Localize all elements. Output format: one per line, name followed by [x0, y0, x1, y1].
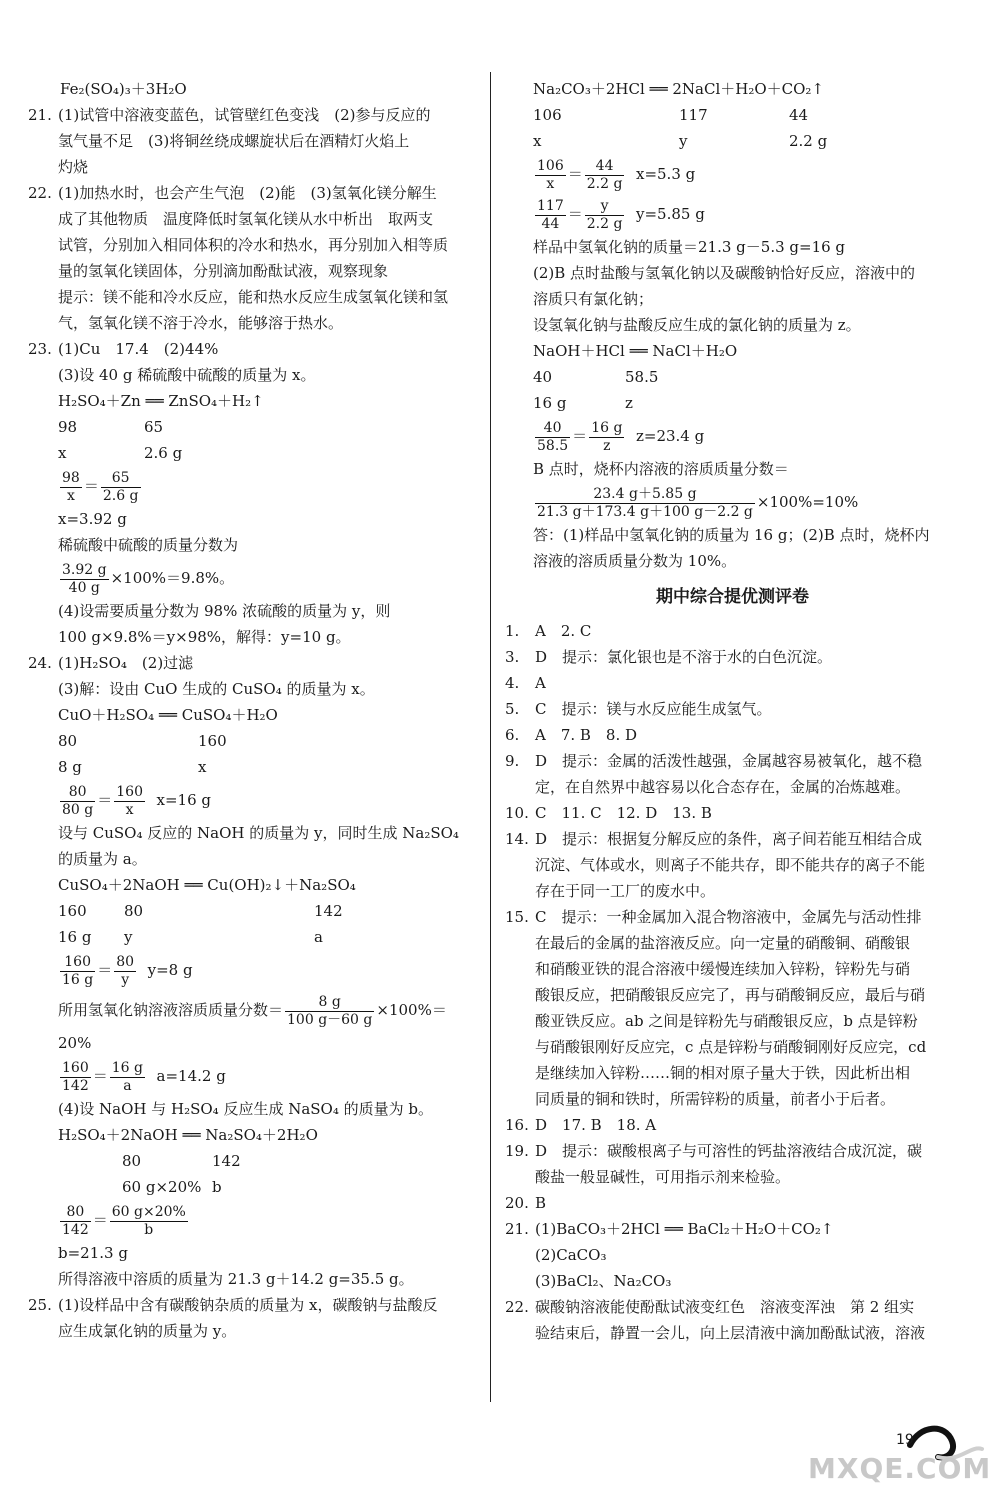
text-line: (1)Cu 17.4 (2)44% — [58, 340, 219, 358]
question-24 — [28, 650, 480, 1292]
text-line: (2)CaCO₃ — [535, 1246, 607, 1264]
fraction — [535, 198, 566, 233]
result: x=5.3 g — [635, 165, 696, 183]
equation: (1)BaCO₃＋2HCl ══ BaCl₂＋H₂O＋CO₂↑ — [535, 1220, 834, 1238]
text-line: (1)H₂SO₄ (2)过滤 — [58, 654, 194, 672]
fraction — [110, 1204, 188, 1239]
text-line: 存在于同一工厂的废水中。 — [535, 882, 716, 900]
question-22 — [28, 180, 480, 336]
answer-line: 答：(1)样品中氢氧化钠的质量为 16 g；(2)B 点时，烧杯内 — [533, 526, 930, 544]
numerator: 160 — [116, 783, 143, 800]
denominator: 16 g — [62, 971, 94, 988]
denominator: 142 — [62, 1077, 89, 1094]
question-number: 22. — [28, 184, 52, 202]
question-number: 10. — [505, 804, 529, 822]
equation: Na₂CO₃＋2HCl ══ 2NaCl＋H₂O＋CO₂↑ — [533, 80, 824, 98]
answer-19 — [505, 1138, 960, 1190]
answer-9 — [505, 748, 960, 800]
text-line: 量的氢氧化镁固体，分别滴加酚酞试液，观察现象 — [58, 262, 389, 280]
denominator: 2.6 g — [102, 487, 139, 504]
answer-20 — [505, 1190, 960, 1216]
text-line: 沉淀、气体或水，则离子不能共存，即不能共存的离子不能 — [535, 856, 926, 874]
numerator: 44 — [585, 158, 625, 176]
cell: 142 — [212, 1152, 241, 1170]
denominator: a — [123, 1077, 132, 1094]
text-line: 验结束后，静置一会儿，向上层清液中滴加酚酞试液，溶液 — [535, 1324, 926, 1342]
equation-row — [533, 390, 960, 416]
cell: b — [212, 1178, 222, 1196]
denominator: x — [66, 487, 75, 504]
text-line: 氢气量不足 (3)将铜丝绕成螺旋状后在酒精灯火焰上 — [58, 132, 410, 150]
denominator: 21.3 g＋173.4 g＋100 g－2.2 g — [537, 503, 753, 520]
text-line: (3)解：设由 CuO 生成的 CuSO₄ 的质量为 x。 — [58, 680, 375, 698]
result: x=3.92 g — [58, 510, 127, 528]
denominator: b — [144, 1221, 154, 1238]
column-divider — [490, 72, 491, 1402]
numerator: 16 g — [591, 419, 623, 436]
cell: 160 — [198, 732, 227, 750]
section-title: 期中综合提优测评卷 — [656, 587, 809, 607]
text-line: 在最后的金属的盐溶液反应。向一定量的硝酸铜、硝酸银 — [535, 934, 911, 952]
text-line: 所得溶液中溶质的质量为 21.3 g＋14.2 g=35.5 g。 — [58, 1270, 414, 1288]
text-line: 的质量为 a。 — [58, 850, 147, 868]
numerator: 98 — [62, 469, 80, 486]
denominator: 44 — [541, 215, 560, 232]
fraction — [60, 1060, 91, 1095]
text: 所用氢氧化钠溶液溶质质量分数＝ — [58, 1001, 284, 1019]
text-line: A 7. B 8. D — [535, 726, 638, 744]
text-line: 与硝酸银刚好反应完，c 点是锌粉与硝酸铜刚好反应完，cd — [535, 1038, 927, 1056]
text-line: (1)加热水时，也会产生气泡 (2)能 (3)氢氧化镁分解生 — [58, 184, 437, 202]
fraction-line: $\frac{98}{x}$ ＝ $\frac{65}{2.6 g}$ — [62, 469, 139, 504]
fraction-line: $\frac{40}{58.5}$ ＝ $\frac{16 g}{z}$ z=23.4 g — [537, 419, 705, 454]
text-line: 酸银反应，把硝酸银反应完了，再与硝酸铜反应，最后与硝 — [535, 986, 926, 1004]
cell: 16 g — [533, 394, 567, 412]
equation-row — [533, 128, 960, 154]
cell: 106 — [533, 106, 562, 124]
text-line: D 提示：氯化银也是不溶于水的白色沉淀。 — [535, 648, 833, 666]
denominator: x — [125, 801, 134, 818]
text-line: D 提示：碳酸根离子与可溶性的钙盐溶液结合成沉淀，碳 — [535, 1142, 923, 1160]
right-column — [505, 76, 960, 1346]
result: y=5.85 g — [635, 205, 705, 223]
fraction — [285, 994, 374, 1029]
cell: 80 — [124, 902, 144, 920]
equation-row — [533, 102, 960, 128]
cell: y — [679, 132, 688, 150]
text-line: 酸亚铁反应。ab 之间是锌粉先与硝酸银反应，b 点是锌粉 — [535, 1012, 918, 1030]
fraction-line: $\frac{160}{16 g}$ ＝ $\frac{80}{y}$ y=8 g — [62, 953, 193, 988]
hint-line: 提示：镁不能和冷水反应，能和热水反应生成氢氧化镁和氢 — [58, 288, 449, 306]
text-line: 应生成氯化钠的质量为 y。 — [58, 1322, 237, 1340]
denominator: 40 g — [68, 579, 100, 596]
fraction-line — [58, 558, 480, 598]
equation-row — [58, 1148, 480, 1174]
cell: x — [58, 444, 67, 462]
answer-21 — [505, 1216, 960, 1294]
page-number: 19 — [896, 1432, 914, 1448]
text-line: 是继续加入锌粉……铜的相对原子量大于铁，因此析出相 — [535, 1064, 911, 1082]
cell: 2.6 g — [144, 444, 183, 462]
text: ×100%=10% — [756, 493, 859, 511]
text-line: C 提示：镁与水反应能生成氢气。 — [535, 700, 772, 718]
equation-row — [58, 754, 480, 780]
cell: z — [625, 394, 633, 412]
question-number: 21. — [505, 1220, 529, 1238]
text-line: 酸盐一般显碱性，可用指示剂来检验。 — [535, 1168, 791, 1186]
fraction — [535, 420, 570, 455]
numerator: 160 — [62, 1059, 89, 1076]
fraction — [589, 420, 624, 455]
text-line: (1)试管中溶液变蓝色，试管壁红色变浅 (2)参与反应的 — [58, 106, 431, 124]
question-number: 1. — [505, 622, 520, 640]
equation: H₂SO₄＋2NaOH ══ Na₂SO₄＋2H₂O — [58, 1126, 318, 1144]
cell: 16 g — [58, 928, 92, 946]
cell: 160 — [58, 902, 87, 920]
cell: 98 — [58, 418, 78, 436]
equation: CuSO₄＋2NaOH ══ Cu(OH)₂↓＋Na₂SO₄ — [58, 876, 356, 894]
answer-16 — [505, 1112, 960, 1138]
text-line: B 点时，烧杯内溶液的溶质质量分数＝ — [533, 460, 789, 478]
text-line: A — [535, 674, 546, 692]
question-21 — [28, 102, 480, 180]
numerator: 8 g — [285, 994, 374, 1012]
question-number: 5. — [505, 700, 520, 718]
answer-22 — [505, 1294, 960, 1346]
fraction — [60, 470, 82, 505]
text-line: 设氢氧化钠与盐酸反应生成的氯化钠的质量为 z。 — [533, 316, 861, 334]
text-line: A 2. C — [535, 622, 592, 640]
cell — [58, 1174, 122, 1200]
numerator: y — [585, 198, 625, 216]
denominator: 100 g－60 g — [287, 1011, 373, 1028]
answer-15 — [505, 904, 960, 1112]
cell: 8 g — [58, 758, 82, 776]
question-number: 6. — [505, 726, 520, 744]
question-25 — [28, 1292, 480, 1344]
result: a=14.2 g — [156, 1067, 226, 1085]
denominator: 142 — [62, 1221, 89, 1238]
text: ×100%＝ — [376, 1001, 447, 1019]
text-line: C 11. C 12. D 13. B — [535, 804, 712, 822]
text-line: 灼烧 — [58, 158, 89, 176]
cell: 44 — [789, 106, 809, 124]
fraction — [110, 1060, 145, 1095]
question-number: 15. — [505, 908, 529, 926]
text-line: D 提示：根据复分解反应的条件，离子间若能互相结合成 — [535, 830, 923, 848]
fraction — [60, 562, 109, 597]
cell: 2.2 g — [789, 132, 828, 150]
question-number: 21. — [28, 106, 52, 124]
text-line: 试管，分别加入相同体积的冷水和热水，再分别加入相等质 — [58, 236, 449, 254]
equation-row — [58, 898, 480, 924]
answer-5 — [505, 696, 960, 722]
denominator: 58.5 — [537, 437, 569, 454]
fraction — [60, 954, 95, 989]
result: y=8 g — [147, 961, 193, 979]
cell — [58, 1148, 122, 1174]
text-line: (1)设样品中含有碳酸钠杂质的质量为 x，碳酸钠与盐酸反 — [58, 1296, 438, 1314]
text-line: 成了其他物质 温度降低时氢氧化镁从水中析出 取两支 — [58, 210, 434, 228]
equation-row — [58, 440, 480, 466]
answer-1 — [505, 618, 960, 644]
question-number: 9. — [505, 752, 520, 770]
fraction-line: $\frac{117}{44}$ ＝ $\frac{y}{2.2 g}$ y=5.85 g — [537, 197, 705, 232]
cell: x — [198, 758, 207, 776]
cell: x — [533, 132, 542, 150]
text-line: 溶质只有氯化钠； — [533, 290, 654, 308]
numerator: 40 — [535, 420, 570, 438]
question-number: 4. — [505, 674, 520, 692]
fraction — [535, 158, 566, 193]
fraction — [535, 486, 755, 521]
numerator: 60 g×20% — [111, 1203, 186, 1220]
text-line: (3)设 40 g 稀硫酸中硫酸的质量为 x。 — [58, 366, 316, 384]
cell: 58.5 — [625, 368, 659, 386]
question-number: 16. — [505, 1116, 529, 1134]
equation-row — [58, 924, 480, 950]
hint-line: 气，氢氧化镁不溶于冷水，能够溶于热水。 — [58, 314, 344, 332]
answer-6 — [505, 722, 960, 748]
answer-10 — [505, 800, 960, 826]
numerator: 117 — [537, 197, 564, 214]
cell: 60 g×20% — [122, 1178, 202, 1196]
cell: 142 — [314, 902, 343, 920]
text-line: (4)设需要质量分数为 98% 浓硫酸的质量为 y，则 — [58, 602, 391, 620]
denominator: y — [121, 971, 130, 988]
cell: 80 — [122, 1152, 142, 1170]
denominator: 2.2 g — [586, 215, 623, 232]
question-number: 19. — [505, 1142, 529, 1160]
cell: 40 — [533, 368, 553, 386]
answer-4 — [505, 670, 960, 696]
numerator: 160 — [60, 954, 95, 972]
denominator: x — [546, 175, 555, 192]
text-line: D 17. B 18. A — [535, 1116, 657, 1134]
result: x=16 g — [156, 791, 212, 809]
text-line: B — [535, 1194, 547, 1212]
cell: 80 — [58, 732, 78, 750]
question-23 — [28, 336, 480, 650]
numerator: 80 — [60, 1204, 91, 1222]
text-line: (4)设 NaOH 与 H₂SO₄ 反应生成 NaSO₄ 的质量为 b。 — [58, 1100, 434, 1118]
numerator: 65 — [101, 470, 141, 488]
fraction-line: $\frac{80}{142}$ ＝ $\frac{60 g\times 20\%}{b}$ — [62, 1203, 186, 1238]
answer-14 — [505, 826, 960, 904]
fraction — [585, 198, 625, 233]
fraction — [101, 470, 141, 505]
denominator: 80 g — [62, 801, 94, 818]
text-line: 样品中氢氧化钠的质量＝21.3 g－5.3 g=16 g — [533, 238, 846, 256]
fraction-line — [58, 990, 480, 1030]
equation-row — [58, 1174, 480, 1200]
denominator: z — [603, 437, 611, 454]
equation: CuO＋H₂SO₄ ══ CuSO₄＋H₂O — [58, 706, 278, 724]
text-line: 碳酸钠溶液能使酚酞试液变红色 溶液变浑浊 第 2 组实 — [535, 1298, 915, 1316]
text-line: Fe₂(SO₄)₃＋3H₂O — [60, 80, 187, 98]
numerator: 106 — [537, 157, 564, 174]
text-line: 稀硫酸中硫酸的质量分数为 — [58, 536, 239, 554]
equation-row — [533, 364, 960, 390]
cell: 65 — [144, 418, 164, 436]
answer-line: 溶液的溶质质量分数为 10%。 — [533, 552, 737, 570]
equation-row — [58, 728, 480, 754]
denominator: 2.2 g — [586, 175, 623, 192]
text-line: 同质量的铜和铁时，所需锌粉的质量，前者小于后者。 — [535, 1090, 896, 1108]
result: z=23.4 g — [635, 427, 705, 445]
left-column — [28, 76, 480, 1344]
numerator: 3.92 g — [62, 561, 107, 578]
numerator: 23.4 g＋5.85 g — [535, 486, 755, 504]
text-line: C 提示：一种金属加入混合物溶液中，金属先与活动性排 — [535, 908, 922, 926]
equation: H₂SO₄＋Zn ══ ZnSO₄＋H₂↑ — [58, 392, 264, 410]
question-number: 25. — [28, 1296, 52, 1314]
numerator: 80 — [60, 784, 95, 802]
question-number: 22. — [505, 1298, 529, 1316]
fraction-line: $\frac{80}{80 g}$ ＝ $\frac{160}{x}$ x=16 g — [62, 783, 212, 818]
cell: a — [314, 928, 323, 946]
fraction-line: $\frac{106}{x}$ ＝ $\frac{44}{2.2 g}$ x=5.3 g — [537, 157, 696, 192]
fraction — [114, 784, 145, 819]
equation-row — [58, 414, 480, 440]
text-line: (2)B 点时盐酸与氢氧化钠以及碳酸钠恰好反应，溶液中的 — [533, 264, 916, 282]
text: ×100%＝9.8%。 — [110, 569, 235, 587]
numerator: 16 g — [111, 1059, 143, 1076]
cell: 117 — [679, 106, 708, 124]
result: b=21.3 g — [58, 1244, 128, 1262]
text-line: 设与 CuSO₄ 反应的 NaOH 的质量为 y，同时生成 Na₂SO₄ — [58, 824, 459, 842]
watermark: MXQE.COM — [808, 1452, 992, 1485]
fraction — [585, 158, 625, 193]
text-line: 100 g×9.8%＝y×98%，解得：y=10 g。 — [58, 628, 351, 646]
numerator: 80 — [116, 953, 135, 970]
fraction — [114, 954, 136, 989]
text-line: 和硝酸亚铁的混合溶液中缓慢连续加入锌粉，锌粉先与硝 — [535, 960, 911, 978]
text-line: (3)BaCl₂、Na₂CO₃ — [535, 1272, 672, 1290]
text-line: 定，在自然界中越容易以化合态存在，金属的冶炼越难。 — [535, 778, 911, 796]
fraction-line: $\frac{160}{142}$ ＝ $\frac{16 g}{a}$ a=14.2 g — [62, 1059, 226, 1094]
answer-3 — [505, 644, 960, 670]
question-number: 14. — [505, 830, 529, 848]
question-number: 23. — [28, 340, 52, 358]
fraction — [60, 784, 95, 819]
text-line: 20% — [58, 1034, 92, 1052]
cell: y — [124, 928, 133, 946]
fraction — [60, 1204, 91, 1239]
text-line: D 提示：金属的活泼性越强，金属越容易被氧化，越不稳 — [535, 752, 923, 770]
question-number: 24. — [28, 654, 52, 672]
question-number: 20. — [505, 1194, 529, 1212]
fraction-line — [533, 482, 960, 522]
equation: NaOH＋HCl ══ NaCl＋H₂O — [533, 342, 738, 360]
question-number: 3. — [505, 648, 520, 666]
